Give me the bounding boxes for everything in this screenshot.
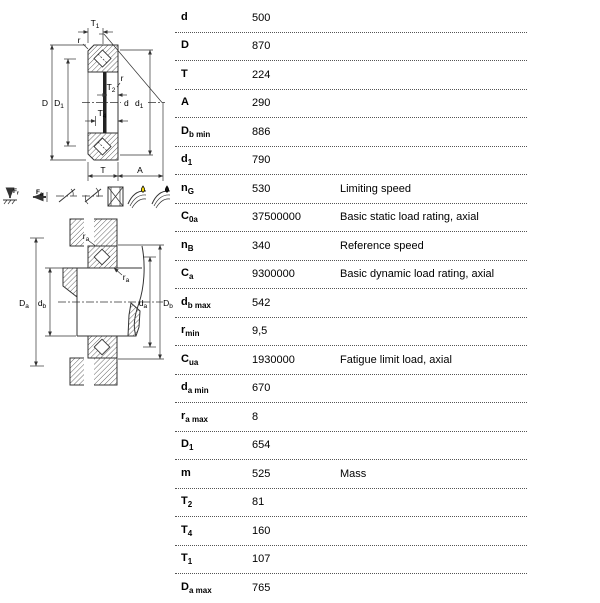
bearing-parameter-table (175, 4, 527, 603)
parameter-symbol: T (181, 67, 188, 80)
parameter-value: 340 (252, 239, 271, 252)
radial-load-icon (3, 188, 19, 204)
parameter-symbol: d (181, 10, 188, 23)
table-row (175, 90, 527, 119)
radial-load-label: $F_r$ (13, 188, 19, 197)
parameter-symbol: $D_{b min}$ (181, 124, 211, 139)
table-row (175, 175, 527, 204)
parameter-symbol: $D_{a max}$ (181, 581, 212, 596)
parameter-value: 107 (252, 553, 271, 566)
parameter-value: 500 (252, 11, 271, 24)
parameter-description: Basic dynamic load rating, axial (340, 268, 495, 281)
dim-label-T2: $T_2$ (106, 82, 116, 94)
table-row (175, 318, 527, 347)
dim-label-ra-side: $r_a$ (122, 272, 130, 284)
parameter-value: 525 (252, 467, 271, 480)
bearing-symbol-icon (108, 187, 123, 206)
table-row (175, 118, 527, 147)
parameter-symbol: $d_{b max}$ (181, 295, 211, 310)
table-row (175, 4, 527, 33)
parameter-value: 160 (252, 524, 271, 537)
table-row (175, 460, 527, 489)
oil-drop (165, 186, 168, 192)
parameter-description: Limiting speed (340, 182, 411, 195)
dim-label-A: A (137, 165, 143, 175)
parameter-description: Basic static load rating, axial (340, 211, 479, 224)
parameter-symbol: $C_{0a}$ (181, 210, 198, 225)
parameter-value: 1930000 (252, 353, 295, 366)
dim-label-da: $d_a$ (138, 298, 148, 310)
parameter-symbol: $d_1$ (181, 153, 193, 168)
dim-label-Db: $D_b$ (163, 298, 173, 310)
table-row (175, 546, 527, 575)
dim-label-T1: $T_1$ (90, 18, 100, 30)
parameter-symbol: $d_{a min}$ (181, 381, 209, 396)
table-row (175, 204, 527, 233)
static-misalignment-icon (56, 189, 77, 202)
dim-label-D1: $D_1$ (54, 98, 64, 110)
table-row (175, 403, 527, 432)
parameter-value: 224 (252, 68, 271, 81)
parameter-value: 37500000 (252, 211, 301, 224)
table-row (175, 289, 527, 318)
table-row (175, 61, 527, 90)
bearing-mounting-diagram (0, 212, 175, 400)
dim-label-r-inner: r (120, 73, 124, 83)
parameter-value: 870 (252, 40, 271, 53)
parameter-value: 542 (252, 296, 271, 309)
parameter-symbol: $r_{min}$ (181, 324, 200, 339)
dim-label-Da: $D_a$ (19, 298, 29, 310)
dim-label-D: D (41, 98, 49, 108)
table-row (175, 375, 527, 404)
dynamic-misalignment-icon (82, 188, 103, 204)
dim-label-d: d (124, 98, 129, 108)
table-row (175, 432, 527, 461)
oil-lubrication-icon (152, 186, 170, 208)
parameter-symbol: m (181, 466, 191, 479)
parameter-symbol: $T_1$ (181, 552, 193, 567)
axial-load-label: $F_a$ (36, 189, 43, 198)
parameter-value: 886 (252, 125, 271, 138)
parameter-description: Mass (340, 467, 367, 480)
table-row (175, 574, 527, 603)
feature-icon-row (0, 185, 175, 212)
table-row (175, 147, 527, 176)
parameter-value: 9,5 (252, 325, 268, 338)
table-row (175, 346, 527, 375)
parameter-value: 290 (252, 97, 271, 110)
dim-label-T: T (100, 165, 106, 175)
parameter-value: 81 (252, 496, 265, 509)
dim-label-r-top: r (77, 35, 81, 45)
parameter-symbol: $n_G$ (181, 181, 194, 196)
parameter-description: Reference speed (340, 239, 424, 252)
parameter-value: 530 (252, 182, 271, 195)
parameter-symbol: $n_B$ (181, 238, 194, 253)
parameter-symbol: $T_4$ (181, 523, 193, 538)
dim-label-ra-top: $r_a$ (82, 231, 90, 243)
parameter-value: 670 (252, 382, 271, 395)
diagram-column (0, 0, 175, 600)
table-row (175, 232, 527, 261)
parameter-symbol: D (181, 39, 189, 52)
parameter-description: Fatigue limit load, axial (340, 353, 452, 366)
parameter-value: 654 (252, 439, 271, 452)
parameter-value: 790 (252, 154, 271, 167)
bearing-cross-section-diagram (0, 0, 175, 185)
parameter-symbol: $C_{ua}$ (181, 352, 199, 367)
dim-label-d1: $d_1$ (135, 98, 144, 110)
parameter-symbol: $C_a$ (181, 267, 194, 282)
parameter-value: 765 (252, 582, 271, 595)
parameter-value: 9300000 (252, 268, 295, 281)
grease-drop (141, 186, 144, 192)
axial-load-icon (33, 189, 47, 202)
parameter-symbol: $r_{a max}$ (181, 409, 208, 424)
table-row (175, 261, 527, 290)
parameter-symbol: $T_2$ (181, 495, 193, 510)
table-row (175, 489, 527, 518)
parameter-value: 8 (252, 410, 259, 423)
parameter-symbol: A (181, 96, 189, 109)
parameter-symbol: $D_1$ (181, 438, 194, 453)
dim-label-db: $d_b$ (37, 298, 47, 310)
grease-lubrication-icon (128, 186, 146, 208)
table-row (175, 517, 527, 546)
dim-label-T4: $T_4$ (97, 108, 107, 120)
table-row (175, 33, 527, 62)
